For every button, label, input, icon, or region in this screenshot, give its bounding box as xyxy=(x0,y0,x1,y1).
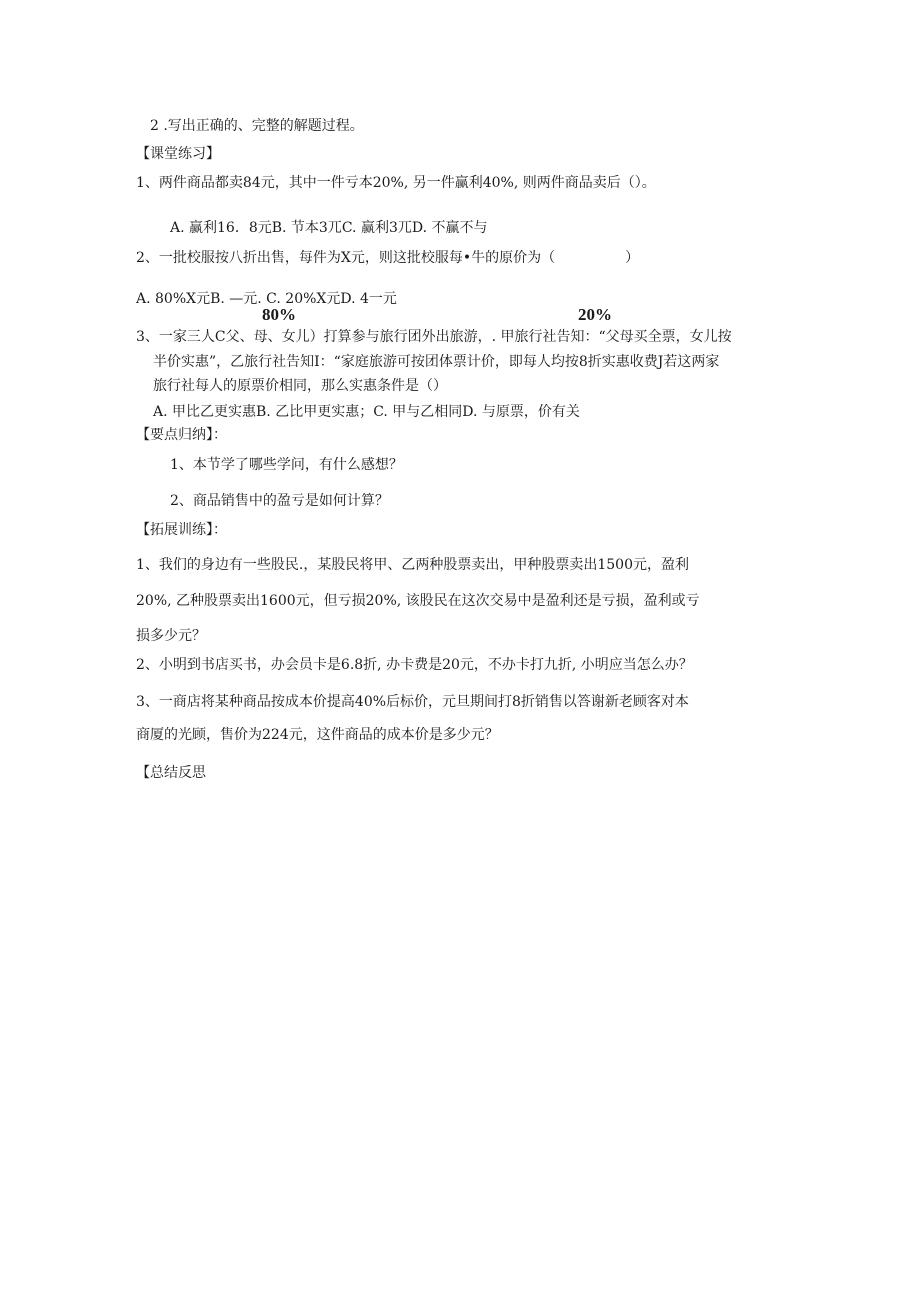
practice-question-1-options: A. 赢利16．8元B. 节本3兀C. 赢利3兀D. 不赢不与 xyxy=(170,220,488,236)
practice-question-2: 2、一批校服按八折出售，每件为X元，则这批校服每•牛的原价为（ ） xyxy=(136,250,640,266)
key-point-1: 1、本节学了哪些学问，有什么感想？ xyxy=(170,457,403,473)
key-points-heading: 【要点归纳】： xyxy=(136,427,227,443)
practice-question-3-options: A. 甲比乙更实惠B. 乙比甲更实惠；C. 甲与乙相同D. 与原票，价有关 xyxy=(153,404,580,420)
extension-question-1-line-2: 20%, 乙种股票卖出1600元，但亏损20%, 该股民在这次交易中是盈利还是亏损，盈利或亏 xyxy=(136,593,700,609)
extension-question-1-line-1: 1、我们的身边有一些股民.，某股民将甲、乙两种股票卖出，甲种股票卖出1500元，盈利 xyxy=(136,557,689,573)
extension-question-3-line-2: 商厦的光顾，售价为224元，这件商品的成本价是多少元？ xyxy=(136,727,499,743)
classroom-practice-heading: 【课堂练习】 xyxy=(136,146,220,162)
option-d-denominator: 20% xyxy=(578,305,612,324)
extension-question-1-line-3: 损多少元？ xyxy=(136,628,206,644)
extension-question-3-line-1: 3、一商店将某种商品按成本价提高40%后标价，元旦期间打8折销售以答谢新老顾客对本 xyxy=(136,694,689,710)
summary-heading: 【总结反思 xyxy=(136,765,206,781)
extension-heading: 【拓展训练】： xyxy=(136,522,227,538)
practice-question-3-line-3: 旅行社每人的原票价相同，那么实惠条件是（） xyxy=(153,378,447,394)
practice-question-2-options: A. 80%X元B. —元. C. 20%X元D. 4一元 xyxy=(136,291,397,307)
practice-question-3-line-2: 半价实惠”，乙旅行社告知I：“家庭旅游可按团体票计价，即每人均按8折实惠收费J若这两家 xyxy=(153,354,720,370)
practice-question-3-line-1: 3、一家三人C父、母、女儿）打算参与旅行团外出旅游，. 甲旅行社告知：“父母买全票，女儿按 xyxy=(136,329,732,345)
option-b-denominator: 80% xyxy=(262,305,296,324)
key-point-2: 2、商品销售中的盈亏是如何计算？ xyxy=(170,493,389,509)
intro-step-2: 2 .写出正确的、完整的解题过程。 xyxy=(150,118,364,134)
practice-question-1: 1、两件商品都卖84元，其中一件亏本20%, 另一件赢利40%, 则两件商品卖后（）。 xyxy=(136,175,656,191)
extension-question-2: 2、小明到书店买书，办会员卡是6.8折, 办卡费是20元，不办卡打九折, 小明应当怎么办？ xyxy=(136,657,693,673)
